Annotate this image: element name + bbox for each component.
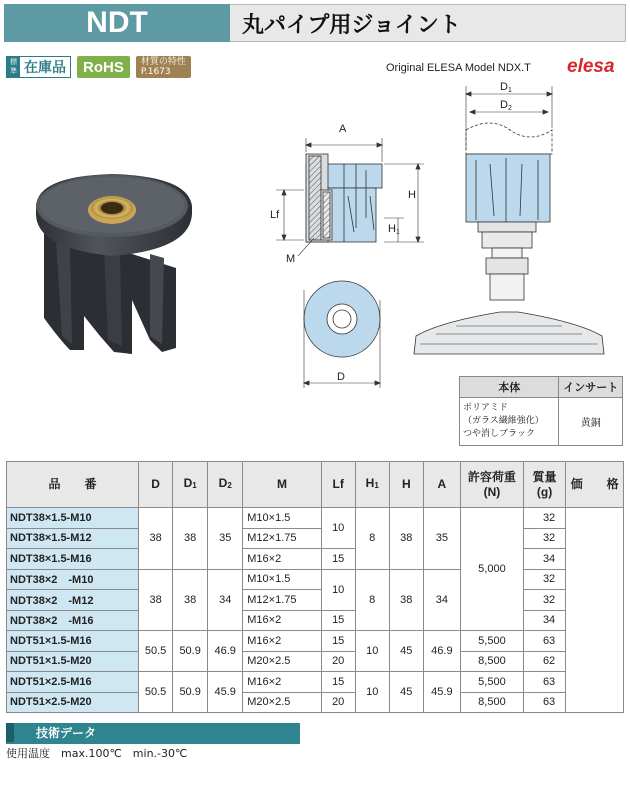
- divider: [6, 742, 300, 744]
- material-header-insert: インサート: [559, 377, 623, 398]
- dim-label-H: H: [408, 189, 416, 201]
- part-number: NDT51×2.5-M16: [7, 672, 139, 693]
- spec-header-row: [7, 462, 624, 508]
- col-D1: $D_1$: [173, 462, 208, 508]
- dim-label-M: M: [286, 253, 296, 265]
- col-Lf: Lf: [321, 462, 355, 508]
- table-row: NDT38×1.5-M10 38 38 35 M10×1.5 10 8 38 35 5,000 32: [7, 508, 624, 529]
- part-number: NDT51×2.5-M20: [7, 692, 139, 713]
- part-number: NDT38×1.5-M12: [7, 528, 139, 549]
- dim-label-A: A: [339, 123, 347, 135]
- product-code: NDT: [4, 4, 230, 42]
- elesa-logo: elesa: [567, 56, 615, 77]
- price-cell: [566, 508, 624, 713]
- dim-label-D: D: [337, 371, 345, 383]
- table-row: NDT38×1.5-M12 M12×1.75 32: [7, 528, 624, 549]
- table-row: NDT38×2 -M10 38 38 34 M10×1.5 10 8 38 34 32: [7, 569, 624, 590]
- rohs-badge: RoHS: [77, 56, 130, 78]
- material-property-badge[interactable]: 材質の特性 P.1673: [136, 56, 191, 78]
- col-M: M: [243, 462, 321, 508]
- side-section-drawing: [276, 138, 424, 256]
- col-mass: 質量 (g): [523, 462, 565, 508]
- table-row: NDT51×2.5-M20 M20×2.5 20 8,500 63: [7, 692, 624, 713]
- part-number: NDT51×1.5-M20: [7, 651, 139, 672]
- part-number: NDT38×1.5-M10: [7, 508, 139, 529]
- materials-table: [459, 376, 623, 446]
- stock-badge: 標 準 在庫品: [6, 56, 71, 78]
- dim-label-H1: H1: [388, 223, 400, 236]
- table-row: NDT38×1.5-M16 M16×2 15 34: [7, 549, 624, 570]
- col-A: A: [423, 462, 460, 508]
- dim-label-D1: D1: [500, 81, 512, 94]
- part-number: NDT51×1.5-M16: [7, 631, 139, 652]
- product-title: 丸パイプ用ジョイント: [230, 4, 626, 42]
- table-row: NDT51×2.5-M16 50.5 50.9 45.9 M16×2 15 10 45 45.9 5,500 63: [7, 672, 624, 693]
- stock-label: 在庫品: [24, 60, 66, 76]
- tech-data-heading: 技術データ: [6, 723, 300, 742]
- product-photo: [36, 174, 192, 354]
- col-load: 許容荷重 (N): [460, 462, 523, 508]
- part-number: NDT38×2 -M16: [7, 610, 139, 631]
- col-H1: $H_1$: [355, 462, 389, 508]
- table-row: NDT51×1.5-M20 M20×2.5 20 8,500 62: [7, 651, 624, 672]
- col-part: 品 番: [7, 462, 139, 508]
- col-H: H: [389, 462, 423, 508]
- body-material: ポリアミド （ガラス繊維強化） つや消しブラック: [460, 398, 559, 446]
- col-D2: $D_2$: [208, 462, 243, 508]
- spec-table: [6, 461, 624, 713]
- part-number: NDT38×1.5-M16: [7, 549, 139, 570]
- dim-label-Lf: Lf: [270, 209, 280, 221]
- original-model-note: Original ELESA Model NDX.T: [386, 62, 531, 74]
- table-row: NDT38×2 -M16 M16×2 15 34: [7, 610, 624, 631]
- part-number: NDT38×2 -M10: [7, 569, 139, 590]
- temperature-range: 使用温度 max.100℃ min.-30℃: [6, 747, 188, 760]
- table-row: NDT38×2 -M12 M12×1.75 32: [7, 590, 624, 611]
- dim-label-D2: D2: [500, 99, 512, 112]
- material-header-body: 本体: [460, 377, 559, 398]
- col-price: 価 格: [566, 462, 624, 508]
- col-D: D: [139, 462, 173, 508]
- table-row: NDT51×1.5-M16 50.5 50.9 46.9 M16×2 15 10 45 46.9 5,500 63: [7, 631, 624, 652]
- leveling-foot-drawing: [414, 86, 604, 354]
- part-number: NDT38×2 -M12: [7, 590, 139, 611]
- insert-material: 黄銅: [559, 398, 623, 446]
